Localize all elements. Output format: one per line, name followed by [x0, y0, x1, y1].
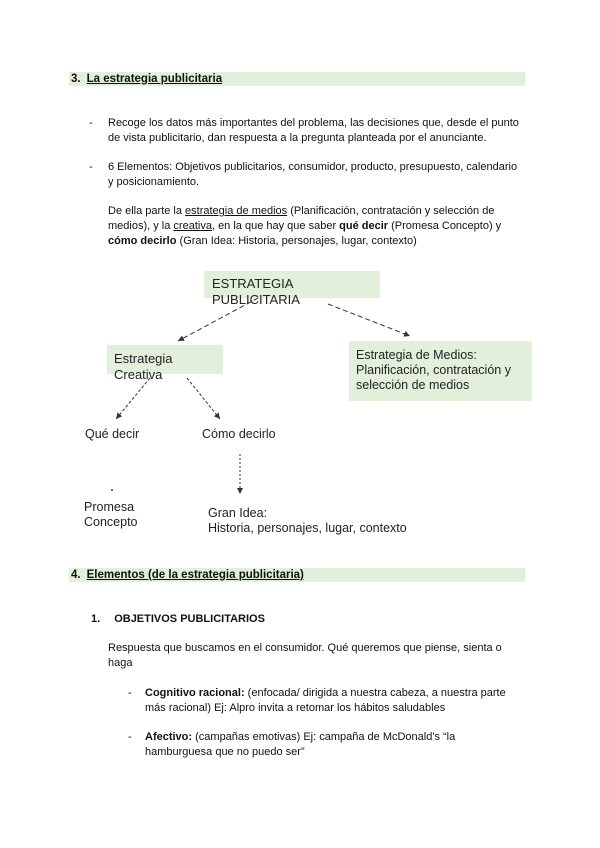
- paragraph-text: De ella parte la: [108, 205, 186, 217]
- diagram-media-line-2: Planificación, contratación y: [356, 363, 511, 377]
- bullet-dash: -: [128, 731, 132, 743]
- item-text: (enfocada/ dirigida a nuestra cabeza, a nuestra parte: [244, 687, 506, 699]
- diagram-media-box: [349, 341, 532, 401]
- diagram-media-line-3: selección de medios: [356, 378, 470, 392]
- paragraph-text: , en la que hay que saber: [211, 220, 340, 232]
- diagram-promesa: [84, 500, 138, 530]
- objetivos-desc-line-2: haga: [108, 657, 133, 669]
- subsection-title: OBJETIVOS PUBLICITARIOS: [114, 613, 265, 625]
- diagram-promesa-line-2: Concepto: [84, 515, 138, 529]
- bullet-1-line-1: Recoge los datos más importantes del problema, las decisiones que, desde el punto: [108, 117, 519, 129]
- diagram-root-box: [204, 271, 380, 307]
- item-text: (campañas emotivas) Ej: campaña de McDonald's “la: [192, 731, 456, 743]
- subsection-heading: [91, 612, 265, 627]
- cognitivo-racional-bold: Cognitivo racional:: [145, 687, 245, 699]
- item-2-line-2: hamburguesa que no puedo ser”: [145, 746, 305, 758]
- diagram-creative-box: [107, 345, 223, 382]
- como-decirlo-bold: cómo decirlo: [108, 235, 177, 247]
- section-4-heading: [71, 568, 304, 582]
- section-3-number: 3.: [71, 73, 81, 85]
- diagram-media-line-1: Estrategia de Medios:: [356, 348, 477, 362]
- item-1-line-1: [145, 686, 506, 701]
- diagram-gran-idea-line-2: Historia, personajes, lugar, contexto: [208, 521, 407, 535]
- item-1-line-2: más racional) Ej: Alpro invita a retomar los hábitos saludables: [145, 702, 446, 714]
- item-2-line-1: [145, 730, 455, 745]
- diagram-gran-idea-line-1: Gran Idea:: [208, 506, 268, 520]
- diagram-que-decir: Qué decir: [85, 427, 140, 441]
- subsection-number: 1.: [91, 613, 101, 625]
- bullet-dash: -: [128, 687, 132, 699]
- paragraph-text: (Gran Idea: Historia, personajes, lugar, contexto): [176, 235, 417, 247]
- diagram-creative-label: Estrategia Creativa: [114, 351, 173, 382]
- bullet-dash: -: [89, 161, 93, 173]
- diagram-gran-idea: [208, 506, 407, 536]
- diagram-root-label: ESTRATEGIA PUBLICITARIA: [212, 276, 300, 307]
- objetivos-desc-line-1: Respuesta que buscamos en el consumidor. Qué queremos que piense, sienta o: [108, 642, 502, 654]
- diagram-como-decirlo: Cómo decirlo: [202, 427, 276, 441]
- dot-promesa: [111, 489, 113, 491]
- arrow-root-to-media: [328, 304, 410, 336]
- bullet-2-line-1: 6 Elementos: Objetivos publicitarios, consumidor, producto, presupuesto, calendario: [108, 161, 518, 173]
- estrategia-de-medios-link: estrategia de medios: [185, 205, 288, 217]
- arrow-creative-to-que-decir: [116, 378, 150, 419]
- section-4-title: Elementos (de la estrategia publicitaria): [86, 569, 304, 581]
- paragraph-text: (Promesa Concepto) y: [388, 220, 502, 232]
- bullet-2-line-2: y posicionamiento.: [108, 176, 200, 188]
- que-decir-bold: qué decir: [339, 220, 389, 232]
- arrow-creative-to-como-decirlo: [187, 378, 220, 419]
- creativa-link: creativa: [173, 220, 212, 232]
- paragraph-text: (Planificación, contratación y selección de: [287, 205, 495, 217]
- section-4-number: 4.: [71, 569, 81, 581]
- diagram-promesa-line-1: Promesa: [84, 500, 135, 514]
- paragraph-text: medios), y la: [108, 220, 174, 232]
- section-3-title: La estrategia publicitaria: [86, 73, 223, 85]
- bullet-dash: -: [89, 117, 93, 129]
- bullet-1-line-2: de vista publicitario, dan respuesta a la pregunta planteada por el anunciante.: [108, 132, 487, 144]
- afectivo-bold: Afectivo:: [145, 731, 193, 743]
